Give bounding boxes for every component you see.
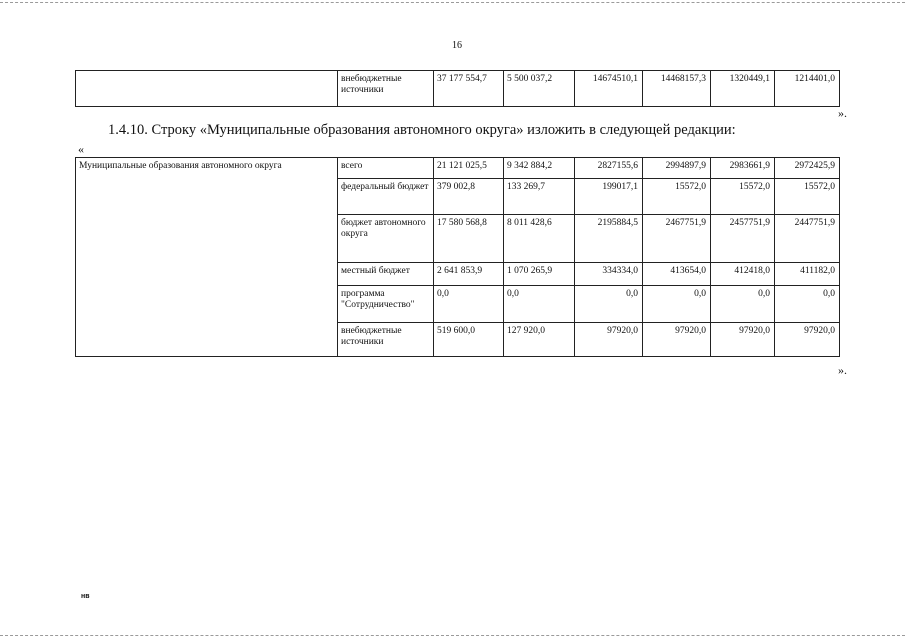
value-cell: 21 121 025,5 [434,158,504,179]
value-cell: 2457751,9 [711,215,775,263]
funding-table [75,157,840,357]
opening-quote: « [78,142,84,156]
table-row [76,71,840,107]
value-cell: 15572,0 [775,179,840,215]
value-cell: 15572,0 [643,179,711,215]
row-label: бюджет автономного округа [338,215,434,263]
value-cell: 411182,0 [775,263,840,286]
row-label: федеральный бюджет [338,179,434,215]
closing-quote: ». [838,106,847,120]
value-cell: 1320449,1 [711,71,775,107]
entity-cell [76,71,338,107]
value-cell: 0,0 [504,286,575,323]
row-label: местный бюджет [338,263,434,286]
value-cell: 8 011 428,6 [504,215,575,263]
value-cell: 2827155,6 [575,158,643,179]
value-cell: 379 002,8 [434,179,504,215]
value-cell: 1 070 265,9 [504,263,575,286]
value-cell: 0,0 [711,286,775,323]
row-label: программа "Сотрудничество" [338,286,434,323]
value-cell: 0,0 [643,286,711,323]
value-cell: 97920,0 [775,323,840,357]
value-cell: 97920,0 [643,323,711,357]
row-label: внебюджетные источники [338,71,434,107]
value-cell: 14468157,3 [643,71,711,107]
value-cell: 97920,0 [711,323,775,357]
bottom-scan-edge [0,635,905,636]
value-cell: 2994897,9 [643,158,711,179]
row-label: всего [338,158,434,179]
value-cell: 97920,0 [575,323,643,357]
value-cell: 17 580 568,8 [434,215,504,263]
value-cell: 1214401,0 [775,71,840,107]
value-cell: 412418,0 [711,263,775,286]
value-cell: 37 177 554,7 [434,71,504,107]
value-cell: 0,0 [775,286,840,323]
value-cell: 2972425,9 [775,158,840,179]
value-cell: 2467751,9 [643,215,711,263]
top-scan-edge [0,2,905,3]
value-cell: 0,0 [575,286,643,323]
value-cell: 0,0 [434,286,504,323]
value-cell: 127 920,0 [504,323,575,357]
table-row [76,158,840,179]
value-cell: 2 641 853,9 [434,263,504,286]
entity-cell: Муниципальные образования автономного округа [76,158,338,357]
value-cell: 413654,0 [643,263,711,286]
value-cell: 9 342 884,2 [504,158,575,179]
value-cell: 519 600,0 [434,323,504,357]
value-cell: 15572,0 [711,179,775,215]
value-cell: 5 500 037,2 [504,71,575,107]
value-cell: 199017,1 [575,179,643,215]
value-cell: 133 269,7 [504,179,575,215]
row-label: внебюджетные источники [338,323,434,357]
value-cell: 2983661,9 [711,158,775,179]
continuation-table [75,70,840,107]
section-heading: 1.4.10. Строку «Муниципальные образования автономного округа» изложить в следующей редакции: [108,122,736,138]
footer-initials: нв [81,593,90,600]
value-cell: 334334,0 [575,263,643,286]
page-number: 16 [452,40,462,51]
value-cell: 2195884,5 [575,215,643,263]
value-cell: 14674510,1 [575,71,643,107]
value-cell: 2447751,9 [775,215,840,263]
closing-quote: ». [838,363,847,377]
